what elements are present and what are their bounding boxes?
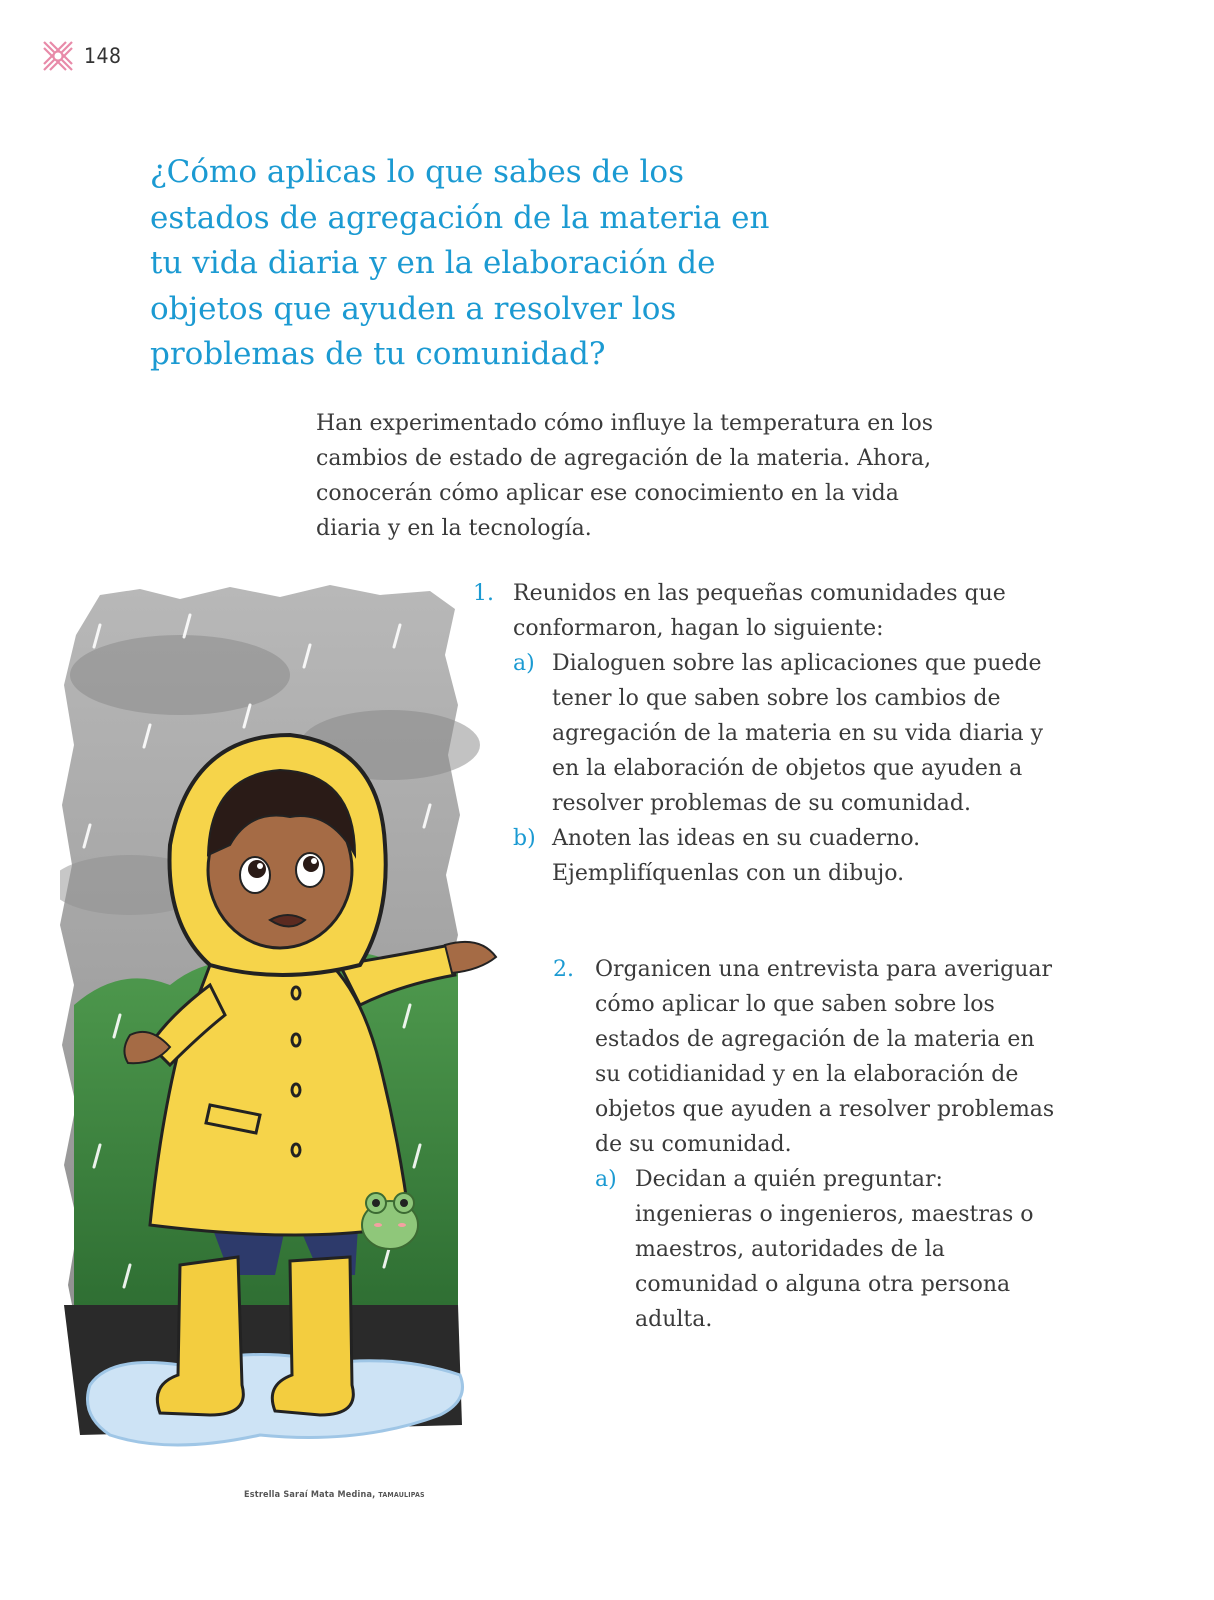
activity-1 bbox=[473, 576, 1053, 891]
subitem-text: Decidan a quién preguntar: ingenieras o ingenieros, maestras o maestros, autoridades de la comunidad o alguna otra persona adulta. bbox=[635, 1167, 1034, 1332]
activity-2-text: Organicen una entrevista para averiguar cómo aplicar lo que saben sobre los estados de agregación de la materia en su cotidianidad y en la elaboración de objetos que ayuden a resolver problemas de su comunidad. bbox=[595, 957, 1055, 1157]
list-item bbox=[595, 1162, 1055, 1337]
subitem-marker: b) bbox=[513, 826, 536, 851]
subitem-marker: a) bbox=[595, 1167, 617, 1192]
activity-1-number: 1. bbox=[473, 581, 494, 606]
activity-1-text: Reunidos en las pequeñas comunidades que conformaron, hagan lo siguiente: bbox=[513, 581, 1006, 641]
intro-paragraph: Han experimentado cómo influye la temperatura en los cambios de estado de agregación de la materia. Ahora, conocerán cómo aplicar ese conocimiento en la vida diaria y en la tecnología. bbox=[316, 411, 934, 541]
activity-2 bbox=[553, 952, 1055, 1337]
credit-region: TAMAULIPAS bbox=[378, 1491, 425, 1499]
ornament-icon bbox=[40, 38, 76, 74]
subitem-text: Anoten las ideas en su cuaderno. Ejemplifíquenlas con un dibujo. bbox=[552, 826, 921, 886]
list-item bbox=[513, 821, 982, 891]
subitem-text: Dialoguen sobre las aplicaciones que puede tener lo que saben sobre los cambios de agregación de la materia en su vida diaria y en la elaboración de objetos que ayuden a resolver problemas de su comunidad. bbox=[552, 651, 1044, 816]
activity-1-subitems bbox=[513, 646, 1053, 891]
credit-author: Estrella Saraí Mata Medina, bbox=[244, 1490, 376, 1500]
page-title: ¿Cómo aplicas lo que sabes de los estados de agregación de la materia en tu vida diaria y en la elaboración de objetos que ayuden a resolver los problemas de tu comunidad? bbox=[150, 154, 770, 372]
activity-2-number: 2. bbox=[553, 957, 574, 982]
frog bbox=[362, 1193, 418, 1249]
list-item bbox=[513, 646, 1062, 821]
activity-2-subitems bbox=[595, 1162, 1055, 1337]
child-in-rain-illustration bbox=[60, 585, 500, 1485]
right-hand bbox=[445, 942, 496, 973]
subitem-marker: a) bbox=[513, 651, 535, 676]
illustration-credit bbox=[244, 1490, 425, 1500]
page-number: 148 bbox=[84, 44, 122, 68]
page-header bbox=[40, 38, 122, 74]
